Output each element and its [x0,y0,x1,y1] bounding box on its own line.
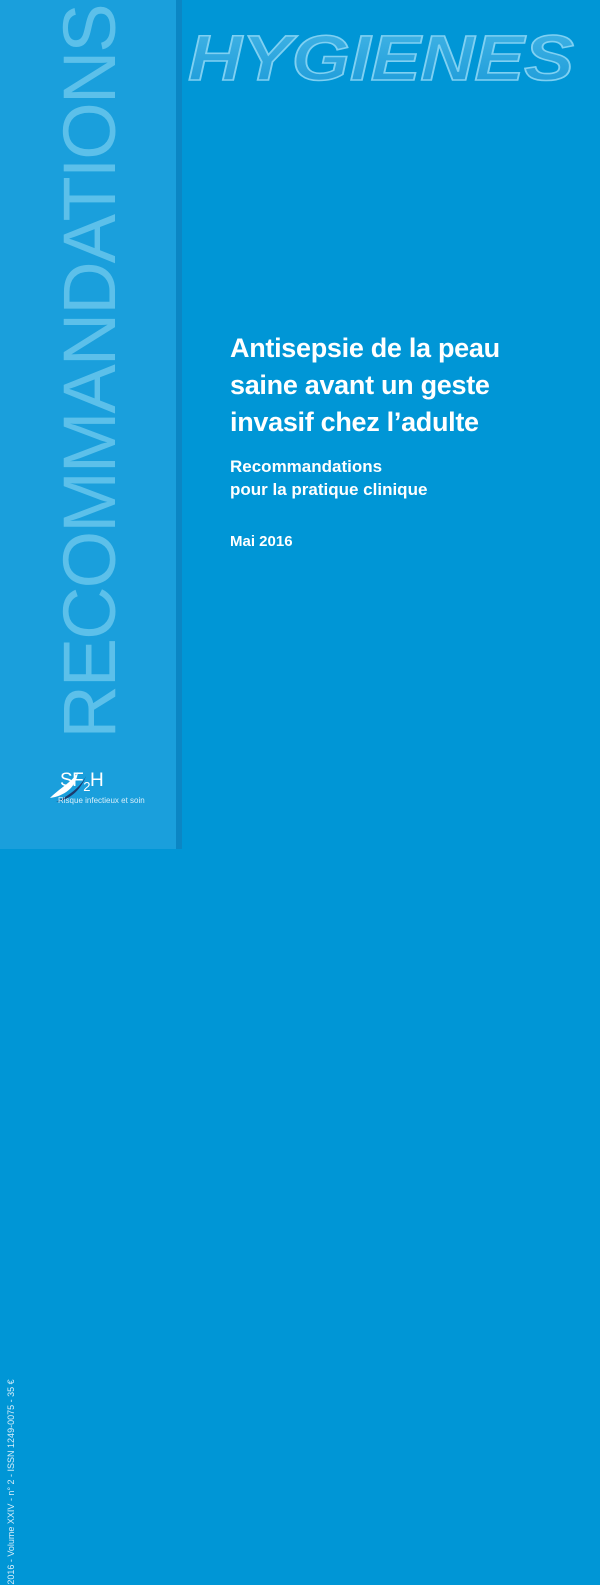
publisher-tagline: Risque infectieux et soin [58,796,145,805]
publisher-name-part: SF [60,770,84,791]
publication-date: Mai 2016 [230,533,293,550]
journal-logo-svg [186,18,578,92]
article-text [230,330,590,550]
title-line: invasif chez l’adulte [230,407,479,437]
strip-divider [176,0,182,849]
article-title [230,330,590,441]
publisher-name-part: H [90,770,104,791]
journal-logo-text: HYGIENES [188,22,575,92]
article-subtitle [230,455,590,501]
publisher-name-part: 2 [83,778,91,794]
journal-logo [186,18,578,92]
section-label: RECOMMANDATIONS [48,5,131,739]
issue-info: 2016 - Volume XXIV - n° 2 - ISSN 1249-0075 - 35 € [6,1379,16,1585]
title-line: saine avant un geste [230,370,490,400]
publisher-name [60,770,103,794]
title-line: Antisepsie de la peau [230,333,500,363]
subtitle-line: Recommandations [230,457,383,476]
subtitle-line: pour la pratique clinique [230,480,428,499]
